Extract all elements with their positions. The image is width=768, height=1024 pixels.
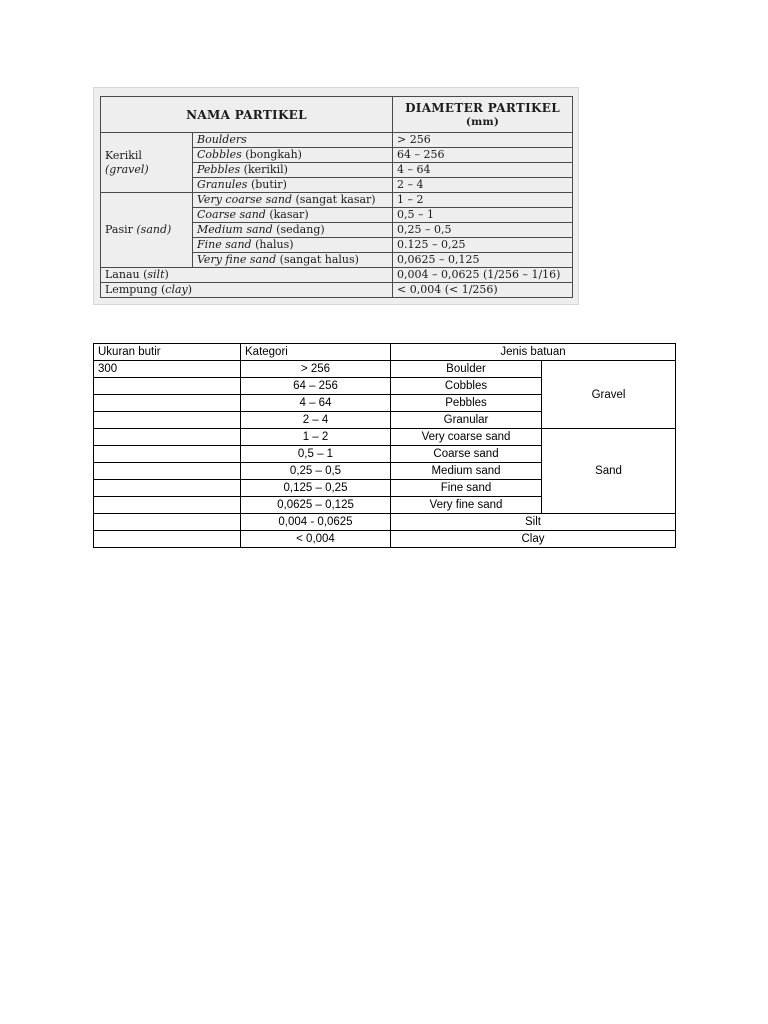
category-range: < 0,004: [241, 531, 391, 548]
scan-subclass: [193, 208, 393, 223]
scan-header-name: NAMA PARTIKEL: [101, 97, 393, 133]
rock-type: Very fine sand: [391, 497, 542, 514]
subclass-text: (sangat kasar): [292, 193, 376, 206]
group-gravel: Gravel: [542, 361, 676, 429]
scan-range: < 0,004 (< 1/256): [393, 283, 573, 298]
category-range: 64 – 256: [241, 378, 391, 395]
scan-header-diameter-label: DIAMETER PARTIKEL: [405, 100, 560, 115]
rock-type: Boulder: [391, 361, 542, 378]
grain-size-value: 300: [94, 361, 241, 378]
category-range: 0,125 – 0,25: [241, 480, 391, 497]
group-sand: Sand: [542, 429, 676, 514]
rock-type: Fine sand: [391, 480, 542, 497]
grain-size-empty: [94, 514, 241, 531]
subclass-italic: Very fine sand: [197, 253, 277, 266]
subclass-text: (sangat halus): [276, 253, 359, 266]
scan-range: 0,004 – 0,0625 (1/256 – 1/16): [393, 268, 573, 283]
grain-size-empty: [94, 480, 241, 497]
scan-subclass: [193, 148, 393, 163]
subclass-text: (bongkah): [241, 148, 302, 161]
scan-subclass: [193, 253, 393, 268]
category-range: 0,004 - 0,0625: [241, 514, 391, 531]
subclass-italic: Cobbles: [197, 148, 242, 161]
scan-group-pasir: [101, 193, 193, 268]
rock-type: Coarse sand: [391, 446, 542, 463]
scanned-table-image: [93, 87, 579, 305]
scan-range: 2 – 4: [393, 178, 573, 193]
subclass-text: (kasar): [265, 208, 309, 221]
group-name: Kerikil: [105, 148, 142, 162]
subclass-italic: Pebbles: [197, 163, 241, 176]
grain-size-empty: [94, 497, 241, 514]
scan-range: 64 – 256: [393, 148, 573, 163]
subclass-text: (kerikil): [240, 163, 288, 176]
grain-size-empty: [94, 429, 241, 446]
rock-type: Very coarse sand: [391, 429, 542, 446]
rock-type-silt: Silt: [391, 514, 676, 531]
subclass-text: (halus): [251, 238, 294, 251]
subclass-text: (butir): [247, 178, 287, 191]
scan-header-row: [101, 97, 573, 133]
subclass-italic: Boulders: [197, 133, 247, 146]
table-row-clay: [94, 531, 676, 548]
grain-size-empty: [94, 531, 241, 548]
rock-type: Medium sand: [391, 463, 542, 480]
group-name: Pasir: [105, 223, 133, 236]
subclass-italic: Very coarse sand: [197, 193, 292, 206]
scan-row-lanau: [101, 268, 573, 283]
header-ukuran-butir: Ukuran butir: [94, 344, 241, 361]
scan-row-lempung: [101, 283, 573, 298]
table-row-silt: [94, 514, 676, 531]
scan-row: [101, 133, 573, 148]
lanau-alt: silt: [147, 268, 165, 281]
scan-range: 4 – 64: [393, 163, 573, 178]
subclass-italic: Medium sand: [197, 223, 273, 236]
rock-type: Cobbles: [391, 378, 542, 395]
rock-type: Granular: [391, 412, 542, 429]
scan-range: 0,25 – 0,5: [393, 223, 573, 238]
scan-header-diameter: [393, 97, 573, 133]
scan-subclass: [193, 193, 393, 208]
table-row: [94, 429, 676, 446]
scan-subclass: [193, 163, 393, 178]
scan-lempung-label: Lempung (clay): [101, 283, 393, 298]
scan-range: 0,0625 – 0,125: [393, 253, 573, 268]
category-range: > 256: [241, 361, 391, 378]
typed-header-row: [94, 344, 676, 361]
category-range: 0,25 – 0,5: [241, 463, 391, 480]
grain-size-empty: [94, 378, 241, 395]
subclass-italic: Granules: [197, 178, 248, 191]
particle-size-reference-table: [100, 96, 573, 298]
scan-range: 0,5 – 1: [393, 208, 573, 223]
rock-type: Pebbles: [391, 395, 542, 412]
scan-range: 1 – 2: [393, 193, 573, 208]
category-range: 4 – 64: [241, 395, 391, 412]
scan-row: [101, 193, 573, 208]
category-range: 0,0625 – 0,125: [241, 497, 391, 514]
subclass-italic: Coarse sand: [197, 208, 266, 221]
category-range: 2 – 4: [241, 412, 391, 429]
lempung-name: Lempung: [105, 283, 158, 296]
scan-header-unit: (mm): [465, 115, 500, 128]
scan-subclass: [193, 238, 393, 253]
category-range: 0,5 – 1: [241, 446, 391, 463]
grain-size-empty: [94, 463, 241, 480]
scan-subclass: [193, 178, 393, 193]
grain-size-empty: [94, 446, 241, 463]
scan-subclass: [193, 223, 393, 238]
scan-range: > 256: [393, 133, 573, 148]
lempung-alt: clay: [165, 283, 188, 296]
grain-size-empty: [94, 395, 241, 412]
rock-type-clay: Clay: [391, 531, 676, 548]
header-jenis-batuan: Jenis batuan: [391, 344, 676, 361]
scan-group-kerikil: [101, 133, 193, 193]
scan-range: 0.125 – 0,25: [393, 238, 573, 253]
subclass-italic: Fine sand: [197, 238, 252, 251]
grain-size-classification-table: [93, 343, 676, 548]
lanau-name: Lanau: [105, 268, 140, 281]
table-row: [94, 361, 676, 378]
category-range: 1 – 2: [241, 429, 391, 446]
scan-subclass: [193, 133, 393, 148]
scan-lanau-label: Lanau (silt): [101, 268, 393, 283]
grain-size-empty: [94, 412, 241, 429]
subclass-text: (sedang): [272, 223, 325, 236]
header-kategori: Kategori: [241, 344, 391, 361]
group-alt: (sand): [136, 223, 172, 236]
group-alt: (gravel): [105, 162, 149, 176]
